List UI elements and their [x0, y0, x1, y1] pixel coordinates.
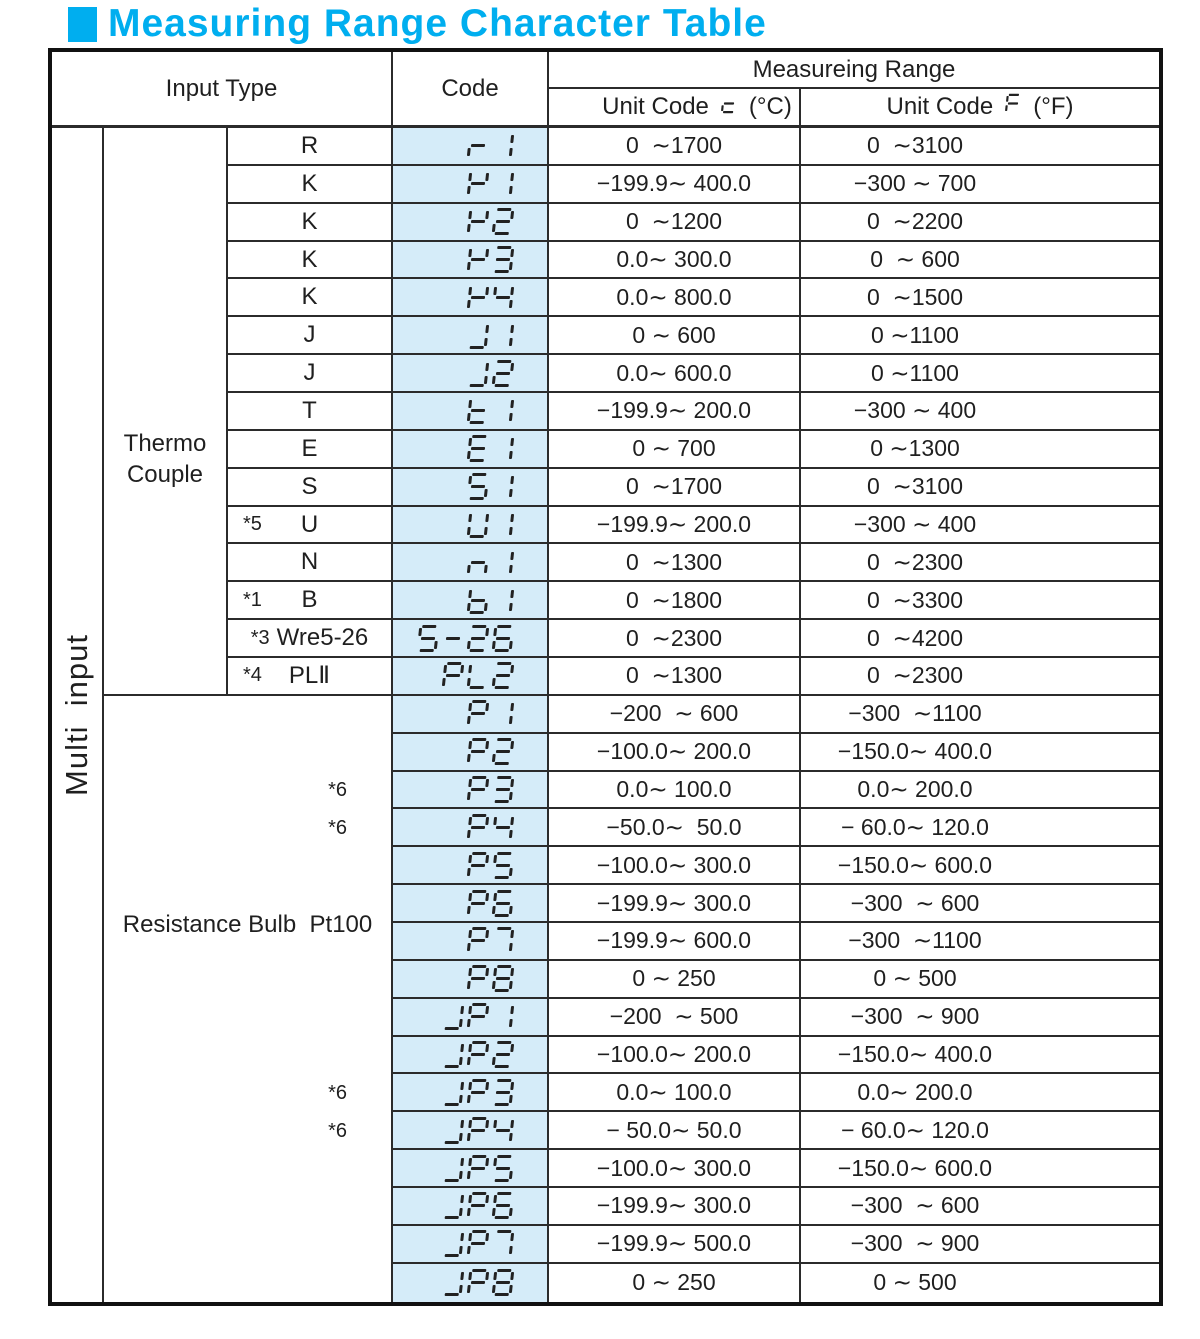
- code-cell: [393, 242, 549, 280]
- code-cell: [393, 393, 549, 431]
- range-fahrenheit-cell: 0 ∼1300: [801, 431, 1159, 469]
- input-type-cell: [228, 582, 393, 620]
- seg7-display: [467, 700, 515, 727]
- range-fahrenheit-cell: −150.0∼ 400.0: [801, 1037, 1159, 1075]
- code-cell: [393, 772, 549, 810]
- code-cell: [393, 279, 549, 317]
- range-celsius-cell: 0.0∼ 100.0: [549, 772, 801, 810]
- header-unit-code-c: [549, 89, 801, 128]
- range-fahrenheit-cell: 0 ∼1100: [801, 317, 1159, 355]
- range-celsius-cell: −50.0∼ 50.0: [549, 809, 801, 847]
- range-fahrenheit-cell: −300 ∼ 900: [801, 999, 1159, 1037]
- unit-code-c-suffix: (°C): [748, 93, 792, 120]
- header-input-type: Input Type: [52, 52, 393, 128]
- code-cell: [393, 696, 549, 734]
- range-fahrenheit-cell: 0 ∼ 600: [801, 242, 1159, 280]
- input-type-cell: [228, 355, 393, 393]
- code-cell: [393, 847, 549, 885]
- code-cell: [393, 166, 549, 204]
- seg7-display: [467, 965, 515, 992]
- seg7-display: [467, 511, 515, 538]
- range-fahrenheit-cell: 0 ∼ 500: [801, 961, 1159, 999]
- seg7-display: [467, 852, 515, 879]
- range-celsius-cell: −199.9∼ 400.0: [549, 166, 801, 204]
- code-cell: [393, 658, 549, 696]
- input-type-text: K: [301, 245, 318, 273]
- unit-code-f-suffix: (°F): [1033, 93, 1074, 120]
- code-cell: [393, 885, 549, 923]
- range-fahrenheit-cell: 0 ∼3100: [801, 469, 1159, 507]
- footnote-mark: *5: [243, 513, 262, 536]
- range-celsius-cell: 0 ∼1200: [549, 204, 801, 242]
- code-cell: [393, 469, 549, 507]
- seg7-display: [467, 776, 515, 803]
- input-type-text: S: [301, 472, 318, 500]
- footnote-mark: *6: [328, 816, 347, 839]
- input-type-text: N: [300, 548, 319, 576]
- range-fahrenheit-cell: −300 ∼ 900: [801, 1226, 1159, 1264]
- header-measuring-range: Measureing Range: [549, 52, 1159, 89]
- range-celsius-cell: −199.9∼ 200.0: [549, 507, 801, 545]
- input-type-cell: [228, 469, 393, 507]
- code-cell: [393, 809, 549, 847]
- range-celsius-cell: 0 ∼2300: [549, 620, 801, 658]
- seg7-display: [467, 738, 515, 765]
- seg7-display: [467, 473, 515, 500]
- code-cell: [393, 1112, 549, 1150]
- footnote-mark: *1: [243, 588, 262, 611]
- section-label-line: Couple: [126, 460, 204, 488]
- seg7-display: [467, 360, 515, 387]
- code-cell: [393, 1150, 549, 1188]
- seg7-display: [467, 890, 515, 917]
- input-type-cell: [228, 317, 393, 355]
- seg7-display: [417, 625, 515, 652]
- range-fahrenheit-cell: −300 ∼1100: [801, 923, 1159, 961]
- code-cell: [393, 355, 549, 393]
- range-fahrenheit-cell: −300 ∼ 700: [801, 166, 1159, 204]
- seg7-display: [442, 1079, 515, 1106]
- code-cell: [393, 582, 549, 620]
- range-celsius-cell: 0 ∼ 250: [549, 1264, 801, 1302]
- code-cell: [393, 1188, 549, 1226]
- range-celsius-cell: −100.0∼ 300.0: [549, 847, 801, 885]
- seg7-display: [467, 208, 515, 235]
- range-fahrenheit-cell: 0 ∼3100: [801, 128, 1159, 166]
- seg7-display: [1005, 94, 1021, 113]
- input-type-cell: [228, 279, 393, 317]
- range-fahrenheit-cell: 0 ∼ 500: [873, 1269, 957, 1296]
- range-fahrenheit-cell: −300 ∼ 600: [801, 1188, 1159, 1226]
- code-cell: [393, 1264, 549, 1302]
- code-cell: [393, 1226, 549, 1264]
- input-type-cell: [228, 204, 393, 242]
- range-celsius-cell: 0.0∼ 800.0: [549, 279, 801, 317]
- code-cell: [393, 204, 549, 242]
- range-fahrenheit-cell: 0 ∼2300: [801, 544, 1159, 582]
- range-fahrenheit-cell: 0.0∼ 200.0: [801, 772, 1159, 810]
- input-type-cell: [228, 393, 393, 431]
- seg7-display: [467, 170, 515, 197]
- seg7-display: [442, 1003, 515, 1030]
- code-cell: [393, 128, 549, 166]
- range-celsius-cell: 0 ∼1300: [549, 658, 801, 696]
- range-celsius-cell: −199.9∼ 300.0: [549, 1188, 801, 1226]
- footnote-mark: *6: [328, 1119, 347, 1142]
- range-celsius-cell: 0 ∼ 600: [549, 317, 801, 355]
- range-fahrenheit-cell: 0 ∼4200: [801, 620, 1159, 658]
- range-fahrenheit-cell: −150.0∼ 400.0: [801, 734, 1159, 772]
- seg7-display: [442, 1041, 515, 1068]
- input-type-cell: [228, 658, 393, 696]
- seg7-display: [467, 549, 515, 576]
- input-type-text: B: [301, 586, 318, 614]
- code-cell: [393, 1037, 549, 1075]
- code-cell: [393, 431, 549, 469]
- code-cell: [393, 620, 549, 658]
- code-cell: [393, 1074, 549, 1112]
- input-type-cell: [228, 620, 393, 658]
- range-celsius-cell: −100.0∼ 200.0: [549, 1037, 801, 1075]
- code-cell: [393, 317, 549, 355]
- input-type-text: J: [303, 321, 316, 349]
- range-celsius-cell: 0.0∼ 300.0: [549, 242, 801, 280]
- input-type-cell: [228, 128, 393, 166]
- seg7-display: [467, 435, 515, 462]
- page-title: [68, 2, 767, 46]
- range-fahrenheit-cell: −300 ∼1100: [801, 696, 1159, 734]
- input-type-text: PLⅡ: [288, 662, 331, 690]
- seg7-display: [721, 94, 737, 113]
- input-type-cell: [228, 544, 393, 582]
- unit-code-f-7seg-icon: [1003, 90, 1023, 124]
- code-cell: [393, 961, 549, 999]
- range-fahrenheit-cell: 0.0∼ 200.0: [801, 1074, 1159, 1112]
- measuring-range-table: [48, 48, 1163, 1306]
- range-celsius-cell: −200 ∼ 500: [549, 999, 801, 1037]
- unit-code-c-7seg-icon: [719, 90, 739, 124]
- seg7-display: [442, 1192, 515, 1219]
- range-fahrenheit-cell: − 60.0∼ 120.0: [801, 1112, 1159, 1150]
- range-celsius-cell: − 50.0∼ 50.0: [549, 1112, 801, 1150]
- range-fahrenheit-cell: 0 ∼2300: [801, 658, 1159, 696]
- code-cell: [393, 923, 549, 961]
- range-celsius-cell: −199.9∼ 300.0: [549, 885, 801, 923]
- input-type-text: K: [301, 169, 318, 197]
- footnote-mark: *6: [328, 779, 347, 802]
- unit-code-f-label: Unit Code: [886, 93, 994, 120]
- range-fahrenheit-cell: −300 ∼ 400: [801, 393, 1159, 431]
- input-type-text: E: [301, 434, 318, 462]
- footnote-mark: *4: [243, 664, 262, 687]
- range-celsius-cell: −100.0∼ 300.0: [549, 1150, 801, 1188]
- range-celsius-cell: −200 ∼ 600: [549, 696, 801, 734]
- multi-input-group-label: [52, 128, 104, 1302]
- input-type-text: J: [303, 359, 316, 387]
- seg7-display: [467, 814, 515, 841]
- seg7-display: [467, 284, 515, 311]
- range-fahrenheit-cell: − 60.0∼ 120.0: [801, 809, 1159, 847]
- seg7-display: [442, 1155, 515, 1182]
- range-fahrenheit-cell: −300 ∼ 600: [801, 885, 1159, 923]
- header-unit-code-f: [801, 89, 1159, 128]
- footnote-mark: *3: [250, 626, 270, 649]
- range-fahrenheit-cell: 0 ∼1100: [801, 355, 1159, 393]
- range-celsius-cell: −199.9∼ 500.0: [549, 1226, 801, 1264]
- input-type-cell: [228, 507, 393, 545]
- code-cell: [393, 734, 549, 772]
- range-celsius-cell: 0 ∼1700: [549, 469, 801, 507]
- input-type-text: T: [302, 396, 317, 424]
- footnote-mark: *6: [328, 1081, 347, 1104]
- title-bullet-square-icon: [68, 7, 97, 42]
- unit-code-c-label: Unit Code: [602, 93, 709, 120]
- seg7-display: [467, 397, 515, 424]
- input-type-cell: [228, 431, 393, 469]
- thermo-couple-section-label: [104, 128, 228, 696]
- input-type-text: U: [300, 510, 319, 538]
- input-type-text: K: [301, 283, 318, 311]
- seg7-display: [442, 1117, 515, 1144]
- multi-input-group-label-text: Multi input: [59, 633, 94, 796]
- seg7-display: [467, 322, 515, 349]
- seg7-display: [442, 1230, 515, 1257]
- code-cell: [393, 544, 549, 582]
- range-celsius-cell: −199.9∼ 600.0: [549, 923, 801, 961]
- section-label-line: Resistance Bulb Pt100: [122, 911, 373, 939]
- range-fahrenheit-cell: −150.0∼ 600.0: [801, 847, 1159, 885]
- range-fahrenheit-cell: 0 ∼2200: [801, 204, 1159, 242]
- code-cell: [393, 507, 549, 545]
- seg7-display: [442, 662, 515, 689]
- input-type-text: K: [301, 207, 318, 235]
- code-cell: [393, 999, 549, 1037]
- range-fahrenheit-cell: 0 ∼1500: [801, 279, 1159, 317]
- range-celsius-cell: 0.0∼ 600.0: [549, 355, 801, 393]
- range-celsius-cell: −100.0∼ 200.0: [549, 734, 801, 772]
- range-fahrenheit-cell: −300 ∼ 400: [801, 507, 1159, 545]
- section-label-line: Thermo: [123, 429, 207, 457]
- header-code: Code: [393, 52, 549, 128]
- seg7-display: [467, 132, 515, 159]
- seg7-display: [467, 587, 515, 614]
- range-celsius-cell: −199.9∼ 200.0: [549, 393, 801, 431]
- range-celsius-cell: 0 ∼1300: [549, 544, 801, 582]
- seg7-display: [467, 246, 515, 273]
- page-title-text: Measuring Range Character Table: [108, 2, 767, 45]
- range-fahrenheit-cell: 0 ∼3300: [801, 582, 1159, 620]
- range-celsius-cell: 0 ∼1700: [549, 128, 801, 166]
- input-type-text: R: [300, 131, 319, 159]
- range-celsius-cell: 0 ∼ 250: [549, 961, 801, 999]
- input-type-text: Wre5-26: [276, 624, 369, 652]
- range-celsius-cell: 0 ∼1800: [549, 582, 801, 620]
- seg7-display: [467, 927, 515, 954]
- range-celsius-cell: 0 ∼ 700: [549, 431, 801, 469]
- input-type-cell: [228, 242, 393, 280]
- range-celsius-cell: 0.0∼ 100.0: [549, 1074, 801, 1112]
- range-fahrenheit-cell: −150.0∼ 600.0: [801, 1150, 1159, 1188]
- seg7-display: [442, 1269, 515, 1296]
- input-type-cell: [228, 166, 393, 204]
